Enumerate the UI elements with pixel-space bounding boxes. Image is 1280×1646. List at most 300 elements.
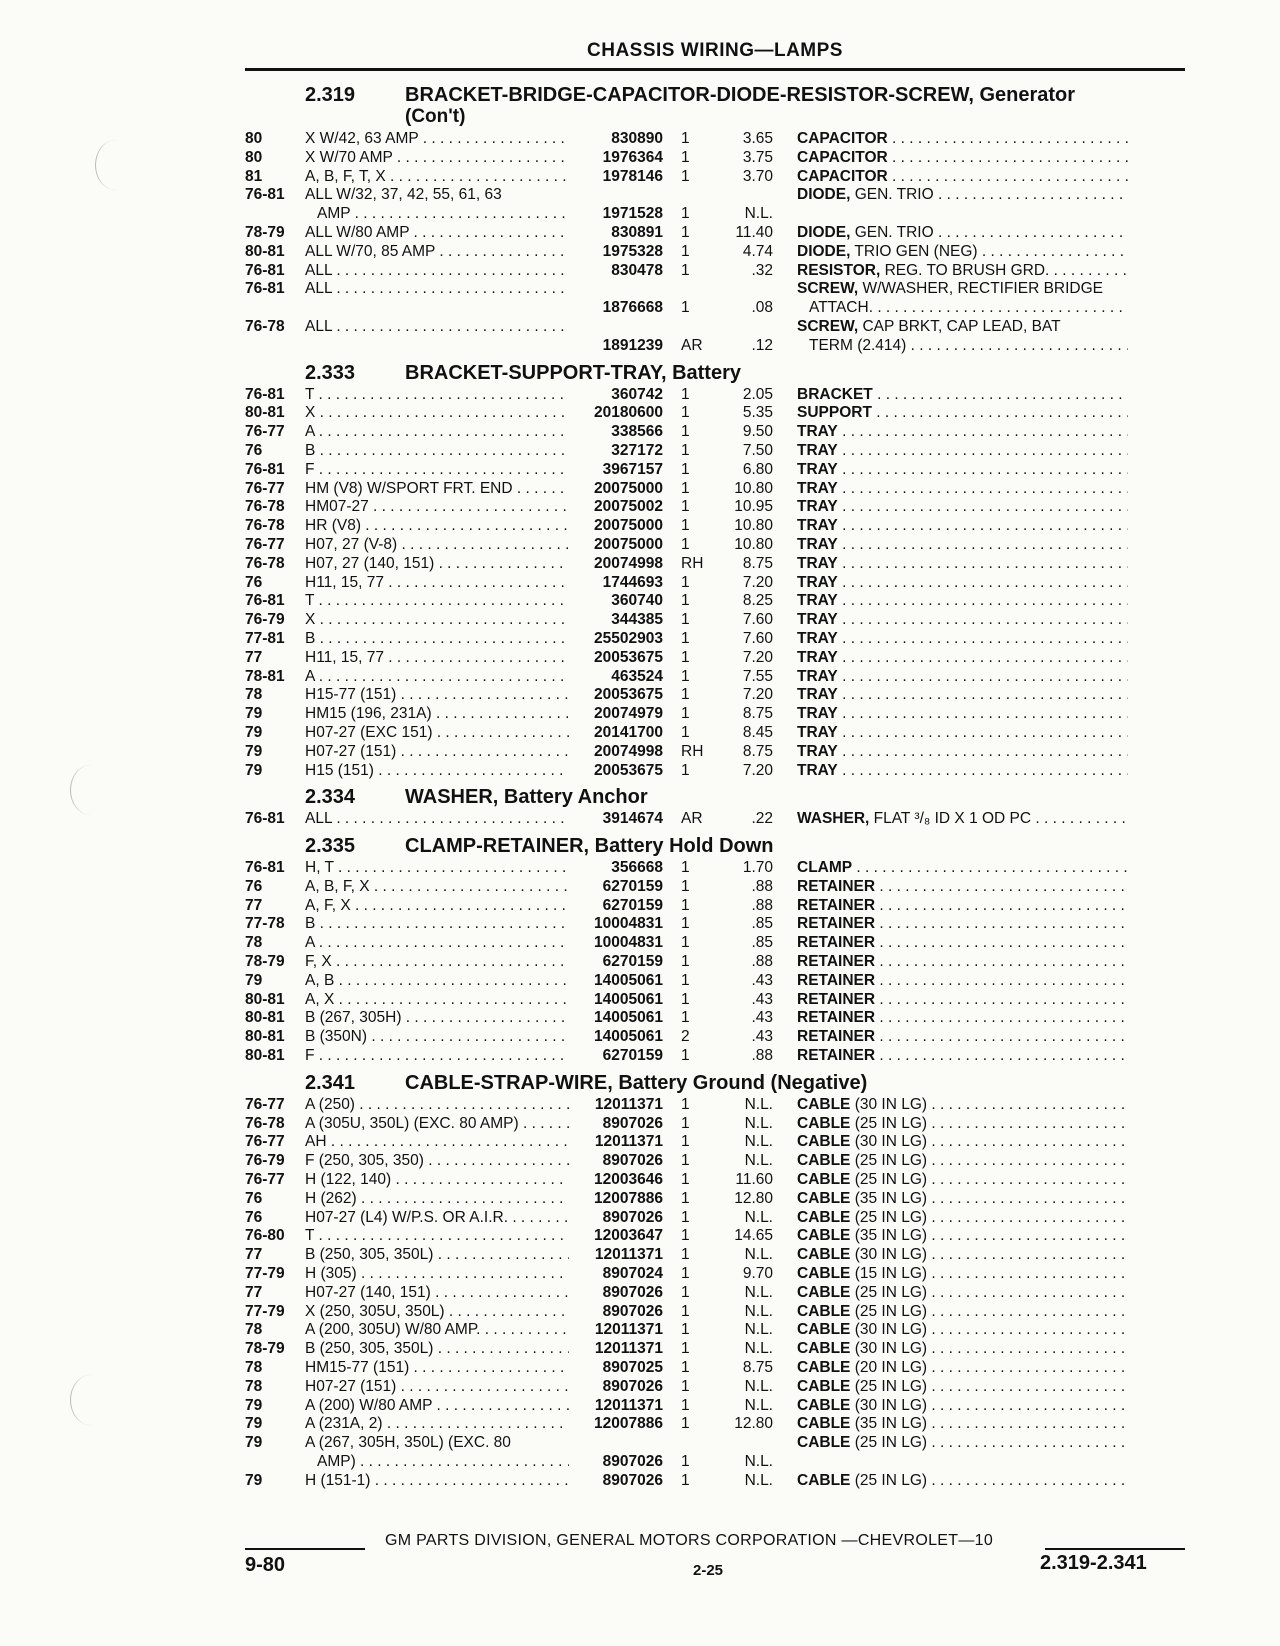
description-text: H11, 15, 77 . . . (305, 649, 569, 666)
quantity: 1 (681, 479, 690, 497)
price: N.L. (744, 1152, 773, 1170)
description-text: A . . . (305, 423, 569, 440)
application-description (305, 574, 569, 593)
table-row (245, 1321, 1195, 1340)
table-row (245, 517, 1195, 536)
model-years: 77 (245, 896, 263, 914)
description-text: A (305U, 350L) (EXC. 80 AMP) . . . (305, 1115, 569, 1132)
part-name-text (797, 1434, 1128, 1451)
part-number: 10004831 (594, 934, 663, 952)
part-name (773, 149, 1128, 168)
part-name (773, 897, 1128, 916)
part-name-detail: (20 IN LG) (850, 1359, 928, 1377)
price: 2.05 (742, 385, 773, 403)
application-description (305, 934, 569, 953)
table-row (245, 1227, 1195, 1246)
quantity: 1 (681, 953, 690, 971)
description-text: HM15-77 (151) . . . (305, 1359, 569, 1376)
part-name (773, 498, 1128, 517)
part-name-detail: TRIO GEN (NEG) (850, 242, 978, 260)
part-number: 8907026 (602, 1302, 663, 1320)
price: N.L. (744, 1095, 773, 1113)
description-text: H (305) . . . (305, 1265, 569, 1282)
description-text: T . . . (305, 592, 569, 609)
part-name-detail: (25 IN LG) (850, 1377, 928, 1395)
part-name (773, 592, 1128, 611)
application-description (305, 423, 569, 442)
part-name-bold: TRAY (797, 573, 838, 591)
part-name (773, 1047, 1128, 1066)
table-row (245, 442, 1195, 461)
part-name (773, 686, 1128, 705)
part-name-line: TERM (2.414) . . . (797, 337, 1128, 356)
section-name: WASHER, Battery Anchor (405, 786, 648, 809)
part-name (773, 934, 1128, 953)
application-description (305, 498, 569, 517)
description-text: H (262) . . . (305, 1190, 569, 1207)
application-description (305, 810, 569, 829)
part-name (773, 1152, 1128, 1171)
section-heading (245, 1070, 1195, 1096)
price: 3.65 (742, 130, 773, 147)
part-name (773, 517, 1128, 536)
section-number: 2.341 (305, 1071, 356, 1094)
part-name-bold: RETAINER (797, 1028, 876, 1046)
price: 8.75 (742, 1359, 773, 1377)
part-name (773, 536, 1128, 555)
section-name: BRACKET-SUPPORT-TRAY, Battery (405, 361, 741, 384)
application-description (305, 1321, 569, 1340)
quantity: 1 (681, 859, 690, 877)
model-years: 76-78 (245, 498, 285, 516)
quantity: 1 (681, 1171, 690, 1189)
description-text: B . . . (305, 442, 569, 459)
price: .88 (751, 953, 773, 971)
quantity: 1 (681, 385, 690, 403)
part-name-bold: TRAY (797, 667, 838, 685)
application-description (305, 592, 569, 611)
part-name (773, 280, 1128, 318)
part-name-text (797, 953, 1128, 970)
model-years: 78 (245, 1359, 263, 1377)
table-row (245, 498, 1195, 517)
table-row (245, 1047, 1195, 1066)
price: N.L. (744, 1302, 773, 1320)
part-number: 3914674 (602, 810, 663, 828)
price: 8.75 (742, 742, 773, 760)
part-name-text (797, 404, 1128, 421)
price: 10.95 (734, 498, 773, 516)
part-name-bold: SUPPORT (797, 404, 872, 422)
part-name-bold: SCREW, (797, 280, 859, 298)
punch-hole-mark (70, 765, 111, 815)
description-text: HM (V8) W/SPORT FRT. END . . . (305, 480, 569, 497)
part-name-bold: TRAY (797, 629, 838, 647)
price: 6.80 (742, 460, 773, 478)
part-name (773, 130, 1128, 149)
part-number: 14005061 (594, 971, 663, 989)
part-number: 20075000 (594, 479, 663, 497)
quantity: 1 (681, 1208, 690, 1226)
footer-rule-left (245, 1548, 365, 1550)
part-name-text (797, 1359, 1128, 1376)
model-years: 80-81 (245, 1028, 285, 1046)
description-text: B (267, 305H) . . . (305, 1009, 569, 1026)
table-row (245, 859, 1195, 878)
description-text: X . . . (305, 611, 569, 628)
part-number: 463524 (611, 667, 663, 685)
part-name-text (797, 498, 1128, 515)
part-number: 6270159 (602, 953, 663, 971)
part-name-text (797, 762, 1128, 779)
table-row (245, 810, 1195, 829)
model-years: 79 (245, 761, 263, 779)
part-number: 20180600 (594, 404, 663, 422)
part-name-text (797, 442, 1128, 459)
price: .88 (751, 1047, 773, 1065)
application-description (305, 1359, 569, 1378)
description-text: H (122, 140) . . . (305, 1171, 569, 1188)
model-years: 76-81 (245, 280, 285, 298)
footer-section-range: 2.319-2.341 (1040, 1552, 1147, 1574)
table-row (245, 318, 1195, 356)
table-row (245, 724, 1195, 743)
price: 10.80 (734, 535, 773, 553)
part-number: 20075000 (594, 517, 663, 535)
part-name (773, 1115, 1128, 1134)
part-number: 12007886 (594, 1189, 663, 1207)
part-name-text (797, 630, 1128, 647)
part-name-text (797, 897, 1128, 914)
model-years: 76-81 (245, 592, 285, 610)
part-name-bold: BRACKET (797, 385, 873, 403)
part-name-bold: TRAY (797, 517, 838, 535)
application-description (305, 1434, 569, 1472)
application-description (305, 972, 569, 991)
part-name-bold: CAPACITOR (797, 167, 888, 185)
model-years: 76-78 (245, 554, 285, 572)
part-name-line: SCREW, W/WASHER, RECTIFIER BRIDGE (797, 280, 1104, 298)
table-row (245, 1190, 1195, 1209)
application-description (305, 762, 569, 781)
quantity: 1 (681, 535, 690, 553)
model-years: 76-81 (245, 261, 285, 279)
part-name-text (797, 243, 1128, 260)
price: N.L. (744, 1340, 773, 1358)
model-years: 77 (245, 648, 263, 666)
application-description (305, 186, 569, 224)
part-name-line: SCREW, CAP BRKT, CAP LEAD, BAT (797, 317, 1061, 335)
description-text: A . . . (305, 934, 569, 951)
part-name-detail: GEN. TRIO (850, 186, 934, 204)
price: .22 (751, 810, 773, 828)
application-description (305, 1472, 569, 1491)
part-number: 360742 (611, 385, 663, 403)
price: .43 (751, 1028, 773, 1046)
part-name (773, 461, 1128, 480)
part-name-text (797, 649, 1128, 666)
quantity: 1 (681, 441, 690, 459)
part-name-bold: TRAY (797, 592, 838, 610)
part-name (773, 1472, 1128, 1491)
part-name-bold: CABLE (797, 1265, 851, 1283)
part-number: 12011371 (594, 1321, 663, 1339)
model-years: 81 (245, 167, 263, 185)
description-text: B . . . (305, 630, 569, 647)
part-name (773, 423, 1128, 442)
part-number: 1876668 (602, 299, 663, 317)
price: 14.65 (734, 1227, 773, 1245)
model-years: 79 (245, 742, 263, 760)
price: .88 (751, 896, 773, 914)
quantity: 1 (681, 1359, 690, 1377)
part-name-text (797, 705, 1128, 722)
part-name-bold: RETAINER (797, 1009, 876, 1027)
part-name (773, 318, 1128, 356)
price: 9.50 (742, 423, 773, 441)
description-text: X . . . (305, 404, 569, 421)
description-text: ALL . . . (305, 318, 569, 335)
part-name (773, 1284, 1128, 1303)
quantity: 1 (681, 667, 690, 685)
part-name-text (797, 1152, 1128, 1169)
part-name-bold: DIODE, (797, 223, 851, 241)
model-years: 76 (245, 573, 263, 591)
footer-rule-right (1045, 1548, 1185, 1550)
part-number: 6270159 (602, 877, 663, 895)
part-name (773, 1265, 1128, 1284)
part-name-bold: CABLE (797, 1359, 851, 1377)
model-years: 79 (245, 723, 263, 741)
table-row (245, 878, 1195, 897)
price: .88 (751, 877, 773, 895)
part-number: 8907026 (602, 1283, 663, 1301)
part-name-bold: RETAINER (797, 971, 876, 989)
description-text: T . . . (305, 386, 569, 403)
table-row (245, 404, 1195, 423)
table-row (245, 574, 1195, 593)
part-name-detail: (25 IN LG) (850, 1171, 928, 1189)
model-years: 80 (245, 130, 263, 147)
part-number: 14005061 (594, 990, 663, 1008)
part-name-bold: TRAY (797, 498, 838, 516)
price: N.L. (744, 1453, 773, 1470)
quantity: 1 (681, 573, 690, 591)
part-name-text (797, 878, 1128, 895)
section-heading (245, 784, 1195, 810)
price: 1.70 (742, 859, 773, 877)
part-number: 1976364 (602, 148, 663, 166)
quantity: 1 (681, 648, 690, 666)
part-name-bold: RETAINER (797, 990, 876, 1008)
table-row (245, 630, 1195, 649)
part-name-detail: (30 IN LG) (850, 1095, 928, 1113)
part-name-text (797, 1047, 1128, 1064)
quantity: 1 (681, 223, 690, 241)
application-description (305, 168, 569, 187)
description-text: A, B, F, T, X . . . (305, 168, 569, 185)
table-row (245, 1303, 1195, 1322)
part-name (773, 186, 1128, 224)
part-name (773, 649, 1128, 668)
part-name (773, 762, 1128, 781)
application-description (305, 1265, 569, 1284)
part-name-bold: CABLE (797, 1471, 851, 1489)
model-years: 80-81 (245, 1009, 285, 1027)
section-heading-line (245, 82, 1195, 108)
part-number: 1978146 (602, 167, 663, 185)
part-name (773, 1190, 1128, 1209)
model-years: 76-77 (245, 535, 285, 553)
description-text: HM07-27 . . . (305, 498, 569, 515)
model-years: 77-78 (245, 915, 285, 933)
description-text: H15 (151) . . . (305, 762, 569, 779)
model-years: 76-78 (245, 317, 285, 335)
part-name-text (797, 1321, 1128, 1338)
part-number: 8907026 (602, 1152, 663, 1170)
part-name-text (797, 1415, 1128, 1432)
table-row (245, 915, 1195, 934)
model-years: 76-77 (245, 423, 285, 441)
price: N.L. (744, 1208, 773, 1226)
section-number: 2.335 (305, 835, 356, 858)
part-number: 12003646 (594, 1171, 663, 1189)
price: 7.55 (742, 667, 773, 685)
price: N.L. (744, 1246, 773, 1264)
price: N.L. (744, 1321, 773, 1339)
part-name (773, 991, 1128, 1010)
table-row (245, 149, 1195, 168)
part-number: 20074998 (594, 554, 663, 572)
quantity: 1 (681, 1133, 690, 1151)
part-number: 8907026 (602, 1471, 663, 1489)
part-number: 830890 (611, 130, 663, 147)
table-row (245, 1171, 1195, 1190)
description-text: ALL W/70, 85 AMP . . . (305, 243, 569, 260)
application-description (305, 991, 569, 1010)
application-description (305, 724, 569, 743)
part-name (773, 1209, 1128, 1228)
table-row (245, 1397, 1195, 1416)
application-description (305, 386, 569, 405)
price: 7.20 (742, 686, 773, 704)
quantity: 1 (681, 896, 690, 914)
application-description (305, 1397, 569, 1416)
part-number: 1971528 (602, 205, 663, 223)
table-row (245, 705, 1195, 724)
price: 8.75 (742, 554, 773, 572)
application-description (305, 1047, 569, 1066)
table-row (245, 423, 1195, 442)
description-text: X (250, 305U, 350L) . . . (305, 1303, 569, 1320)
part-name-text (797, 1133, 1128, 1150)
part-name-detail: (30 IN LG) (850, 1396, 928, 1414)
part-name (773, 404, 1128, 423)
part-name (773, 1096, 1128, 1115)
model-years: 76 (245, 1208, 263, 1226)
part-name (773, 1340, 1128, 1359)
part-name-text (797, 130, 1128, 147)
quantity: 1 (681, 592, 690, 610)
part-name-bold: CAPACITOR (797, 130, 888, 147)
model-years: 77 (245, 1283, 263, 1301)
table-row (245, 1340, 1195, 1359)
part-name-text (797, 1397, 1128, 1414)
price: N.L. (744, 1283, 773, 1301)
part-name-detail: GEN. TRIO (850, 223, 934, 241)
table-row (245, 953, 1195, 972)
table-row (245, 1209, 1195, 1228)
model-years: 78-79 (245, 223, 285, 241)
quantity: 1 (681, 261, 690, 279)
part-name-bold: RETAINER (797, 915, 876, 933)
application-description (305, 859, 569, 878)
part-name (773, 1397, 1128, 1416)
part-number: 1744693 (602, 573, 663, 591)
part-name (773, 1359, 1128, 1378)
part-name-detail: (25 IN LG) (850, 1471, 928, 1489)
model-years: 76-80 (245, 1227, 285, 1245)
table-row (245, 1246, 1195, 1265)
part-number: 12011371 (594, 1246, 663, 1264)
part-number: 8907026 (602, 1377, 663, 1395)
part-name-line: ATTACH. . . . (797, 299, 1128, 318)
price: N.L. (744, 1396, 773, 1414)
application-description (305, 630, 569, 649)
quantity: 1 (681, 723, 690, 741)
table-row (245, 686, 1195, 705)
description-text: HR (V8) . . . (305, 517, 569, 534)
quantity: 1 (681, 629, 690, 647)
model-years: 78-79 (245, 1340, 285, 1358)
application-description (305, 705, 569, 724)
page-header: CHASSIS WIRING—LAMPS (587, 40, 843, 61)
application-description (305, 404, 569, 423)
part-name (773, 810, 1128, 829)
part-name-text (797, 1115, 1128, 1132)
description-text: H (151-1) . . . (305, 1472, 569, 1489)
part-name-text (797, 934, 1128, 951)
table-row (245, 1434, 1195, 1472)
section-heading (245, 360, 1195, 386)
description-text: F . . . (305, 461, 569, 478)
quantity: 1 (681, 1415, 690, 1433)
part-name-bold: CABLE (797, 1133, 851, 1151)
part-name-text (797, 972, 1128, 989)
quantity: 1 (681, 423, 690, 441)
model-years: 76-77 (245, 1095, 285, 1113)
application-description (305, 743, 569, 762)
application-description (305, 517, 569, 536)
part-name (773, 1028, 1128, 1047)
description-text: A, X . . . (305, 991, 569, 1008)
quantity: 1 (681, 990, 690, 1008)
part-name-text (797, 1246, 1128, 1263)
quantity: 1 (681, 934, 690, 952)
part-number: 14005061 (594, 1028, 663, 1046)
part-name-detail: REG. TO BRUSH GRD. (880, 261, 1050, 279)
part-number: 830478 (611, 261, 663, 279)
application-description (305, 649, 569, 668)
quantity: 1 (681, 1321, 690, 1339)
punch-hole-mark (95, 140, 136, 190)
description-text: A, F, X . . . (305, 897, 569, 914)
price: N.L. (744, 1377, 773, 1395)
part-name-text (797, 1303, 1128, 1320)
part-name-text (797, 480, 1128, 497)
model-years: 76-81 (245, 859, 285, 877)
part-name-bold: TRAY (797, 554, 838, 572)
